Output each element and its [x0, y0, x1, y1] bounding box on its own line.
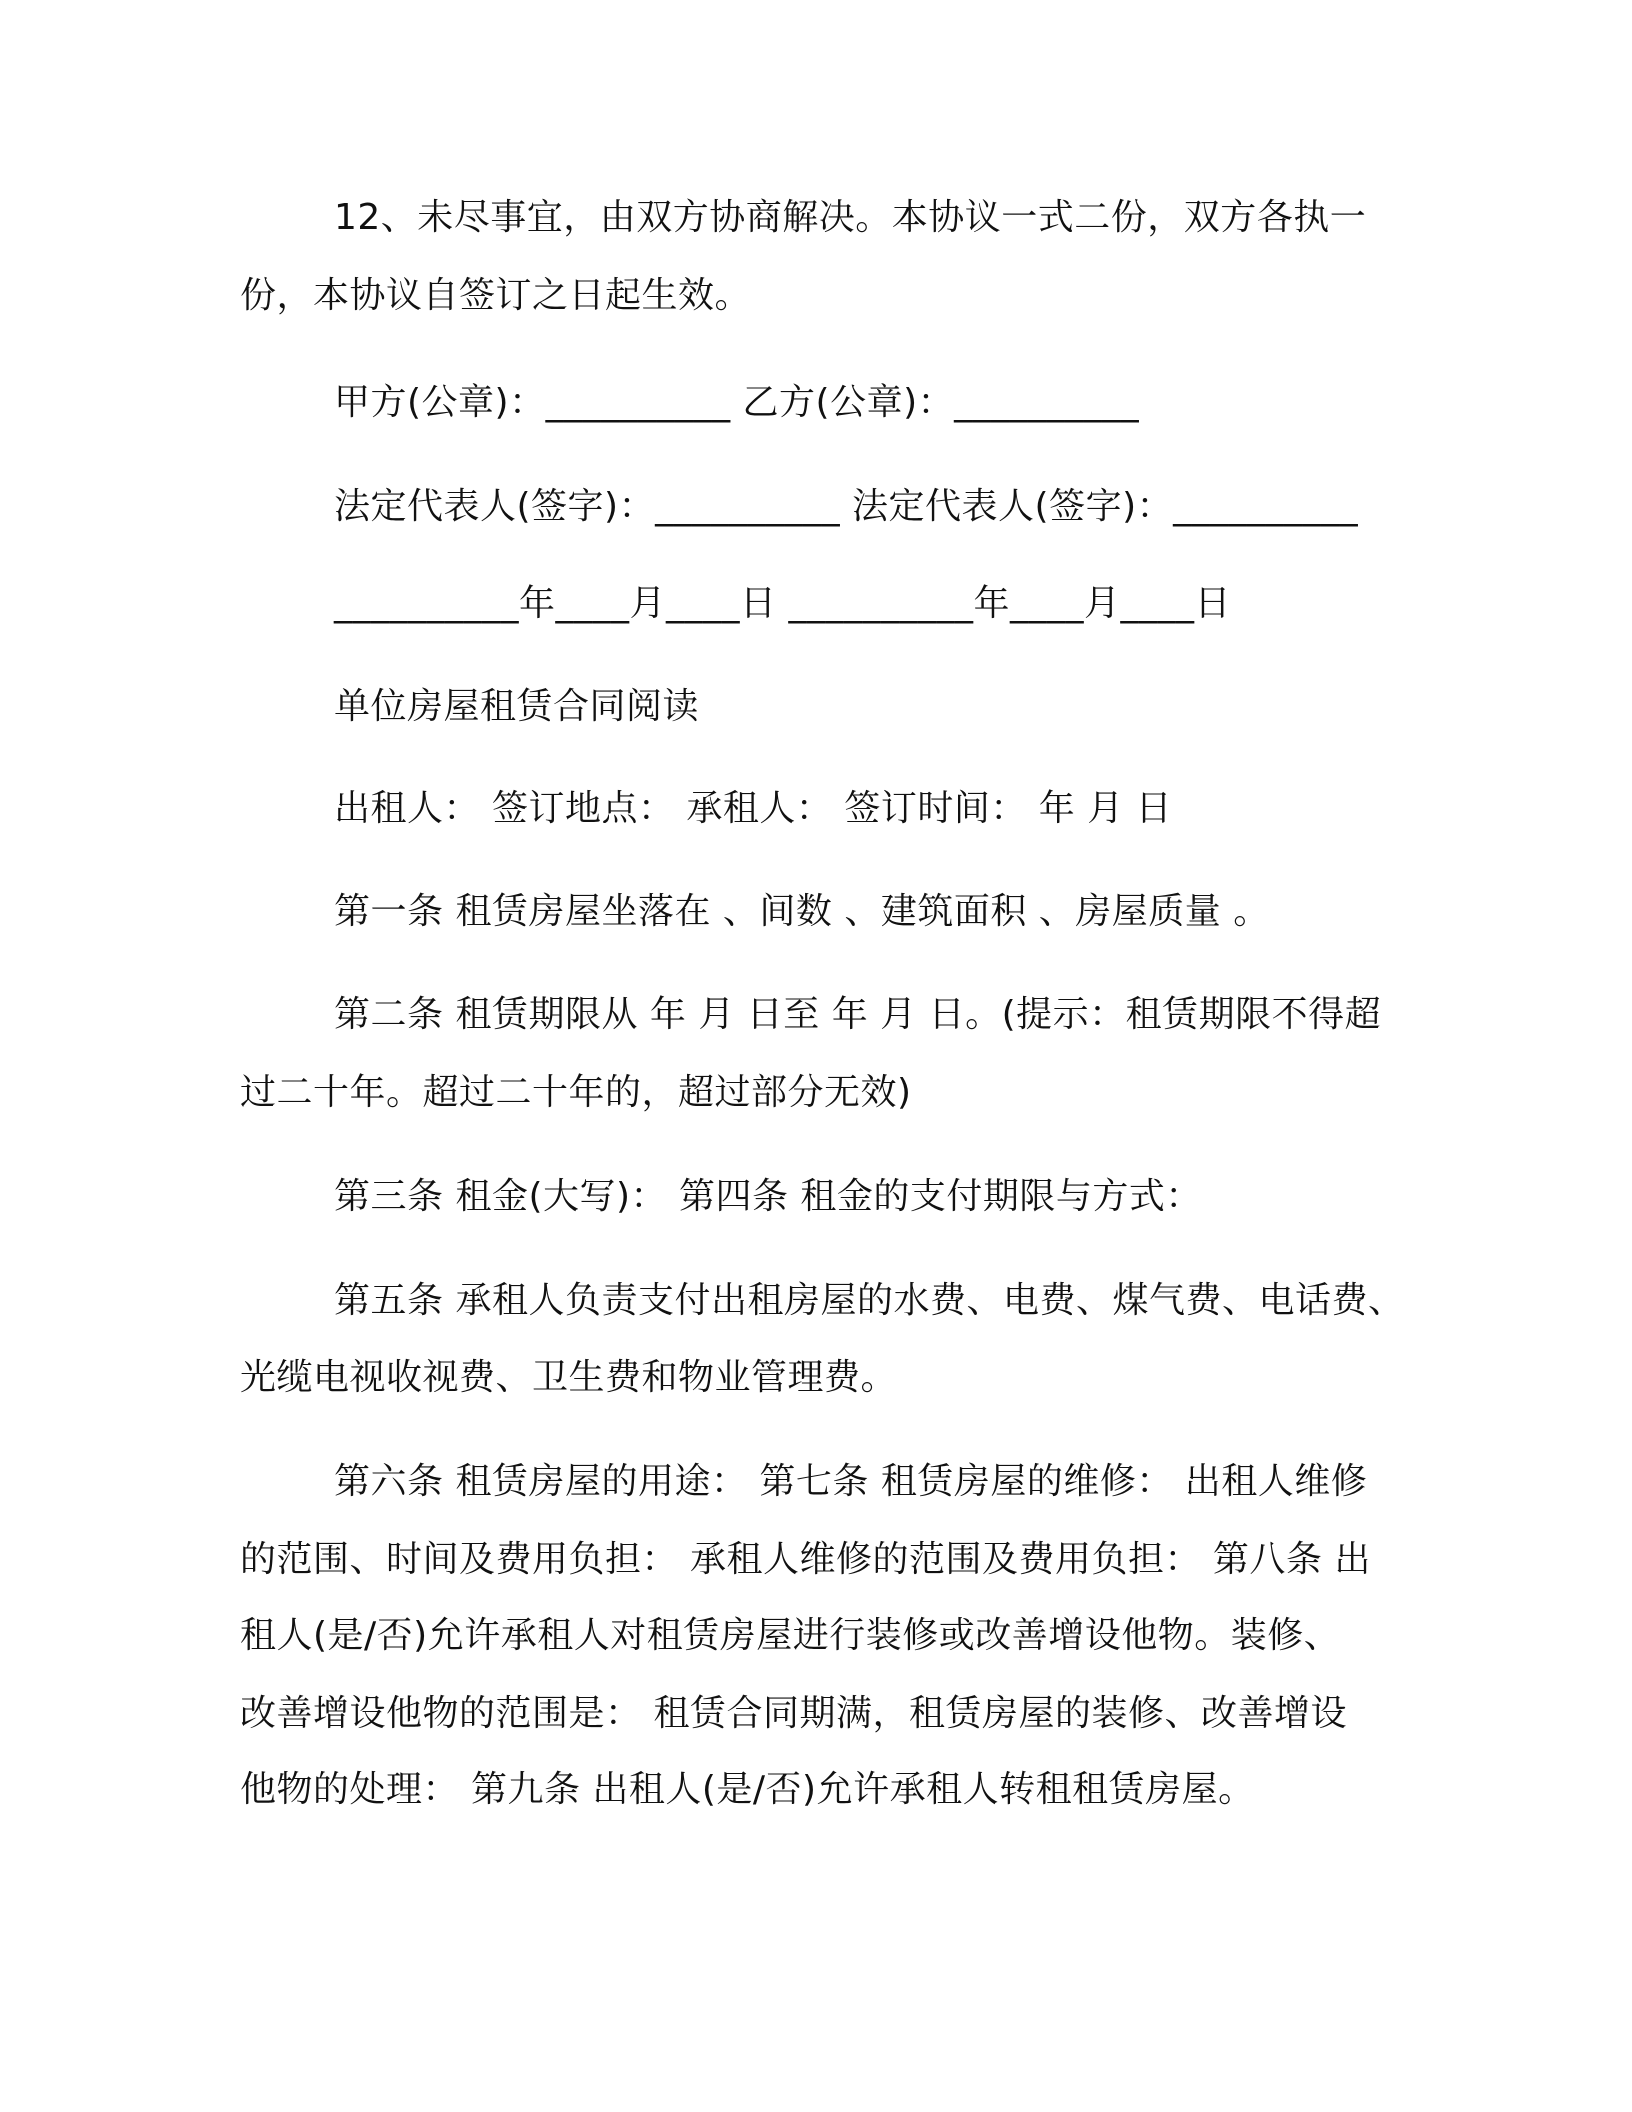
parties-line: 出租人： 签订地点： 承租人： 签订时间： 年 月 日: [334, 788, 1173, 829]
date-line: __________年____月____日 __________年____月____日: [334, 583, 1231, 624]
clause-12-line-2: 份，本协议自签订之日起生效。: [240, 275, 752, 316]
article-6-9-line-4: 改善增设他物的范围是： 租赁合同期满，租赁房屋的装修、改善增设: [240, 1693, 1347, 1734]
article-3-4: 第三条 租金(大写)： 第四条 租金的支付期限与方式：: [334, 1176, 1202, 1217]
article-6-9-line-3: 租人(是/否)允许承租人对租赁房屋进行装修或改善增设他物。装修、: [240, 1615, 1341, 1656]
section-title: 单位房屋租赁合同阅读: [334, 686, 700, 727]
article-2-line-2: 过二十年。超过二十年的，超过部分无效): [240, 1072, 912, 1113]
article-6-9-line-5: 他物的处理： 第九条 出租人(是/否)允许承租人转租租赁房屋。: [240, 1769, 1255, 1810]
article-5-line-1: 第五条 承租人负责支付出租房屋的水费、电费、煤气费、电话费、: [334, 1280, 1405, 1321]
clause-12-line-1: 12、未尽事宜，由双方协商解决。本协议一式二份，双方各执一: [334, 197, 1367, 238]
seal-line: 甲方(公章)：__________ 乙方(公章)：__________: [334, 382, 1140, 423]
article-6-9-line-1: 第六条 租赁房屋的用途： 第七条 租赁房屋的维修： 出租人维修: [334, 1461, 1368, 1502]
article-1: 第一条 租赁房屋坐落在 、间数 、建筑面积 、房屋质量 。: [334, 891, 1270, 932]
article-5-line-2: 光缆电视收视费、卫生费和物业管理费。: [240, 1357, 898, 1398]
article-2-line-1: 第二条 租赁期限从 年 月 日至 年 月 日。(提示：租赁期限不得超: [334, 994, 1382, 1035]
article-6-9-line-2: 的范围、时间及费用负担： 承租人维修的范围及费用负担： 第八条 出: [240, 1539, 1371, 1580]
signature-line: 法定代表人(签字)：__________ 法定代表人(签字)：__________: [334, 486, 1359, 527]
